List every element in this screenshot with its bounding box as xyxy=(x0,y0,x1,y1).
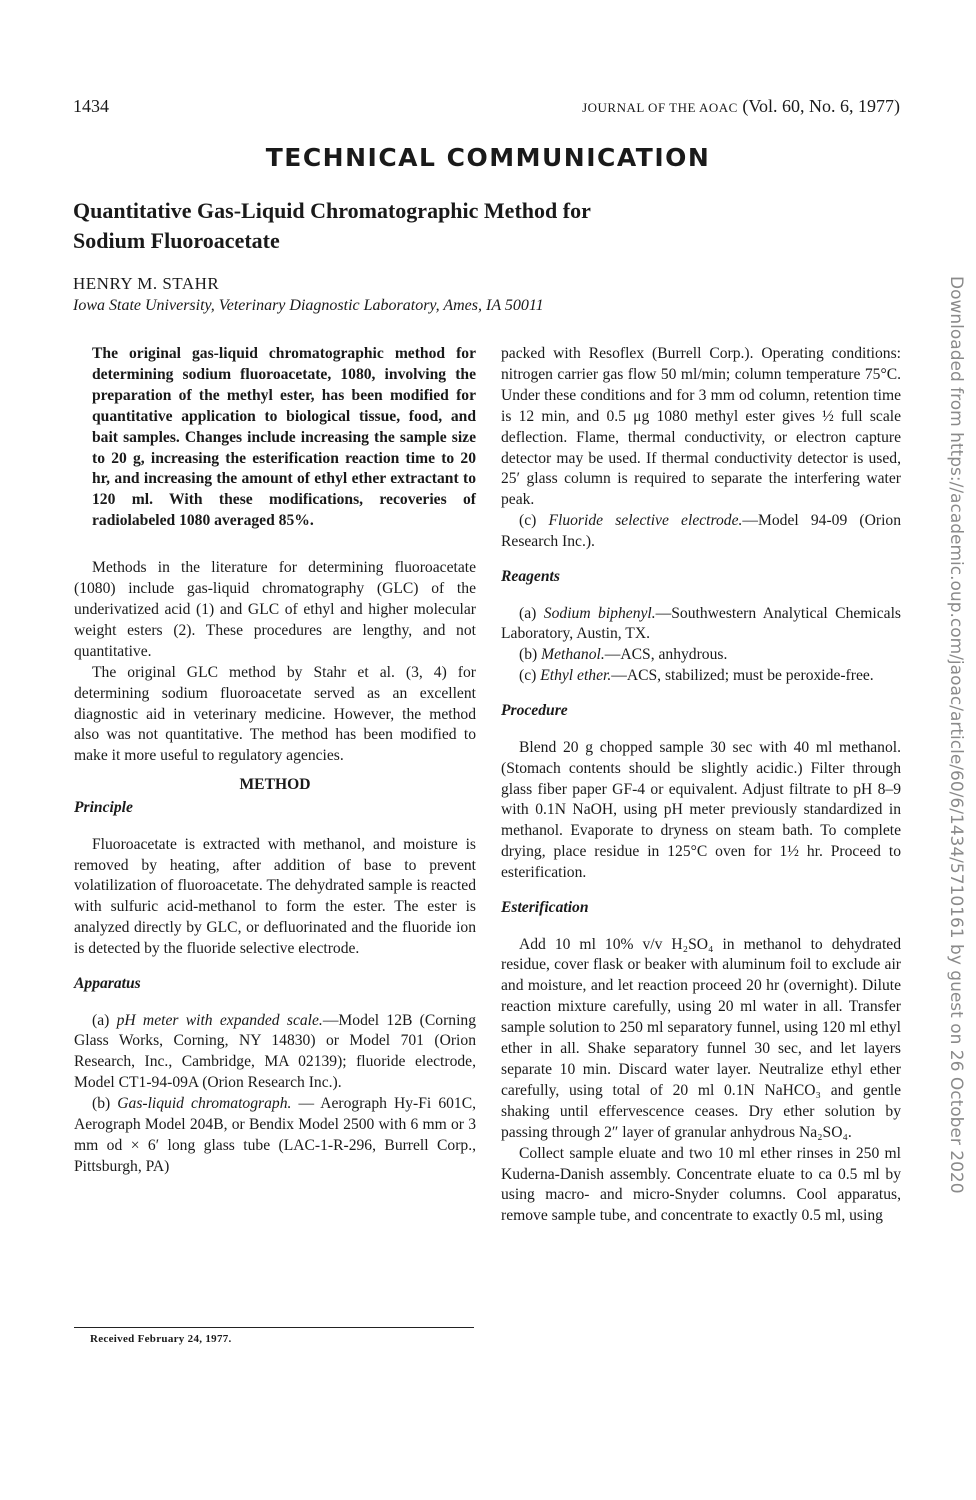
principle-heading: Principle xyxy=(74,799,133,817)
apparatus-item-b xyxy=(74,1094,476,1178)
apparatus-a-title: pH meter with expanded scale. xyxy=(116,1011,323,1029)
method-heading: METHOD xyxy=(239,776,311,794)
procedure-text: Blend 20 g chopped sample 30 sec with 40 ml methanol. (Stomach contents should be slightly acidic.) Filter through glass fiber paper GF-4 or equivalent. Adjust filtrate to pH 8–9 with 0.1N NaOH, using pH meter previously standardized in methanol. Evaporate to dryness on steam bath. To complete drying, place residue in 125°C oven for 1½ hr. Proceed to esterification. xyxy=(501,738,901,882)
apparatus-b-continued: packed with Resoflex (Burrell Corp.). Operating conditions: nitrogen carrier gas flow 50 ml/min; column temperature 75°C. Under these conditions and for 3 mm od column, retention time is 12 min, and 0.5 μg 1080 methyl ester gives ½ full scale deflection. Flame, thermal conductivity, or electron capture detector may be used. If thermal conductivity detector is used, 25′ glass column is required to separate the interfering water peak. xyxy=(501,345,901,509)
volume-info: (Vol. 60, No. 6, 1977) xyxy=(742,96,900,116)
title-line-2: Sodium Fluoroacetate xyxy=(73,228,280,253)
reagent-c-text: —ACS, stabilized; must be peroxide-free. xyxy=(611,667,874,685)
footnote-rule xyxy=(74,1327,474,1328)
esterification-heading: Esterification xyxy=(501,899,589,917)
affiliation: Iowa State University, Veterinary Diagnostic Laboratory, Ames, IA 50011 xyxy=(73,297,544,314)
esterification-paragraph-2: Collect sample eluate and two 10 ml ether rinses in 250 ml Kuderna-Danish assembly. Concentrate eluate to ca 0.5 ml by using macro- and micro-Snyder columns. Cool apparatus, remove sample tube, and concentrate to exactly 0.5 ml, using xyxy=(501,1144,901,1225)
left-column xyxy=(74,344,476,1178)
abstract: The original gas-liquid chromatographic method for determining sodium fluoroacetate, 1080, involving the preparation of the methyl ester, has been modified for quantitative application to biological tissue, food, and bait samples. Changes include increasing the sample size to 20 g, increasing the esterification reaction time to 20 hr, and increasing the amount of ethyl ether extractant to 120 ml. With these modifications, recoveries of radiolabeled 1080 averaged 85%. xyxy=(92,345,476,530)
reagent-b-label: (b) xyxy=(519,646,538,664)
intro-paragraph-1: Methods in the literature for determining fluoroacetate (1080) include gas-liquid chromatography (GLC) of the underivatized acid (1) and GLC of ethyl and higher molecular weight esters (2). These procedures are lengthy, and not quantitative. xyxy=(74,559,476,660)
apparatus-heading: Apparatus xyxy=(74,975,141,993)
procedure-heading: Procedure xyxy=(501,702,568,720)
apparatus-item-a xyxy=(74,1011,476,1095)
reagent-a-text: —Southwestern Analytical Chemicals Laboratory, Austin, TX. xyxy=(501,604,901,643)
watermark-text: Downloaded from https://academic.oup.com/jaoac/article/60/6/1434/5710161 by guest on 26 October 2020 xyxy=(946,276,966,1194)
apparatus-c-label: (c) xyxy=(519,512,537,530)
apparatus-b-label: (b) xyxy=(92,1095,111,1113)
apparatus-a-text: —Model 12B (Corning Glass Works, Corning, NY 14830) or Model 701 (Orion Research, Inc., Cambridge, MA 02139); fluoride electrode, Model CT1-94-09A (Orion Research Inc.). xyxy=(74,1011,476,1092)
reagent-a-title: Sodium biphenyl. xyxy=(543,604,656,622)
journal-name: JOURNAL OF THE AOAC xyxy=(582,100,738,115)
running-head xyxy=(582,96,900,117)
apparatus-b-text: — Aerograph Hy-Fi 601C, Aerograph Model 204B, or Bendix Model 2500 with 6 mm or 3 mm od × 6′ long glass tube (LAC-1-R-296, Burrell Corp., Pittsburgh, PA) xyxy=(74,1095,477,1175)
reagent-b-text: —ACS, anhydrous. xyxy=(604,646,728,664)
reagent-item-b xyxy=(501,645,901,666)
reagents-heading: Reagents xyxy=(501,568,560,586)
reagent-c-title: Ethyl ether. xyxy=(540,667,612,685)
title-line-1: Quantitative Gas-Liquid Chromatographic Method for xyxy=(73,198,591,223)
author: HENRY M. STAHR xyxy=(73,274,220,293)
apparatus-c-text: —Model 94-09 (Orion Research Inc.). xyxy=(501,512,902,551)
reagent-c-label: (c) xyxy=(519,667,537,685)
apparatus-c-title: Fluoride selective electrode. xyxy=(548,512,743,530)
download-watermark xyxy=(942,276,972,1194)
intro-paragraph-2: The original GLC method by Stahr et al. (3, 4) for determining sodium fluoroacetate served as an excellent diagnostic aid in veterinary medicine. However, the method also was not quantitative. The method has been modified to make it more useful to regulatory agencies. xyxy=(74,663,476,765)
reagent-item-a xyxy=(501,604,901,646)
reagent-a-label: (a) xyxy=(519,604,537,622)
page-number: 1434 xyxy=(73,96,109,116)
apparatus-b-title: Gas-liquid chromatograph. xyxy=(117,1095,292,1113)
reagent-item-c xyxy=(501,666,901,687)
right-column xyxy=(501,344,901,1227)
principle-text: Fluoroacetate is extracted with methanol, and moisture is removed by heating, after addition of base to prevent volatilization of fluoroacetate. The dehydrated sample is reacted with sulfuric acid-methanol to form the ester. The ester is analyzed directly by GLC, or defluorinated and the fluoride ion is detected by the fluoride selective electrode. xyxy=(74,835,476,958)
article-title xyxy=(73,196,773,256)
reagent-b-title: Methanol. xyxy=(541,646,605,664)
esterification-paragraph-1: Add 10 ml 10% v/v H₂SO₄ in methanol to dehydrated residue, cover flask or beaker with aluminum foil to exclude air and moisture, and let reaction proceed 20 hr (overnight). Dilute reaction mixture carefully, using 20 ml water in all. Transfer sample solution to 250 ml separatory funnel, using 120 ml ethyl ether in all. Shake separatory funnel 30 sec, and let layers separate 10 min. Discard water layer. Neutralize ethyl ether carefully, using total of 20 ml 0.1N NaHCO₃ and gentle shaking until effervescence ceases. Dry ether solution by passing through 2″ layer of granular anhydrous Na₂SO₄. xyxy=(501,935,901,1141)
apparatus-item-c xyxy=(501,511,901,553)
apparatus-a-label: (a) xyxy=(92,1011,110,1029)
received-date: Received February 24, 1977. xyxy=(90,1333,232,1345)
section-banner: TECHNICAL COMMUNICATION xyxy=(265,143,711,172)
